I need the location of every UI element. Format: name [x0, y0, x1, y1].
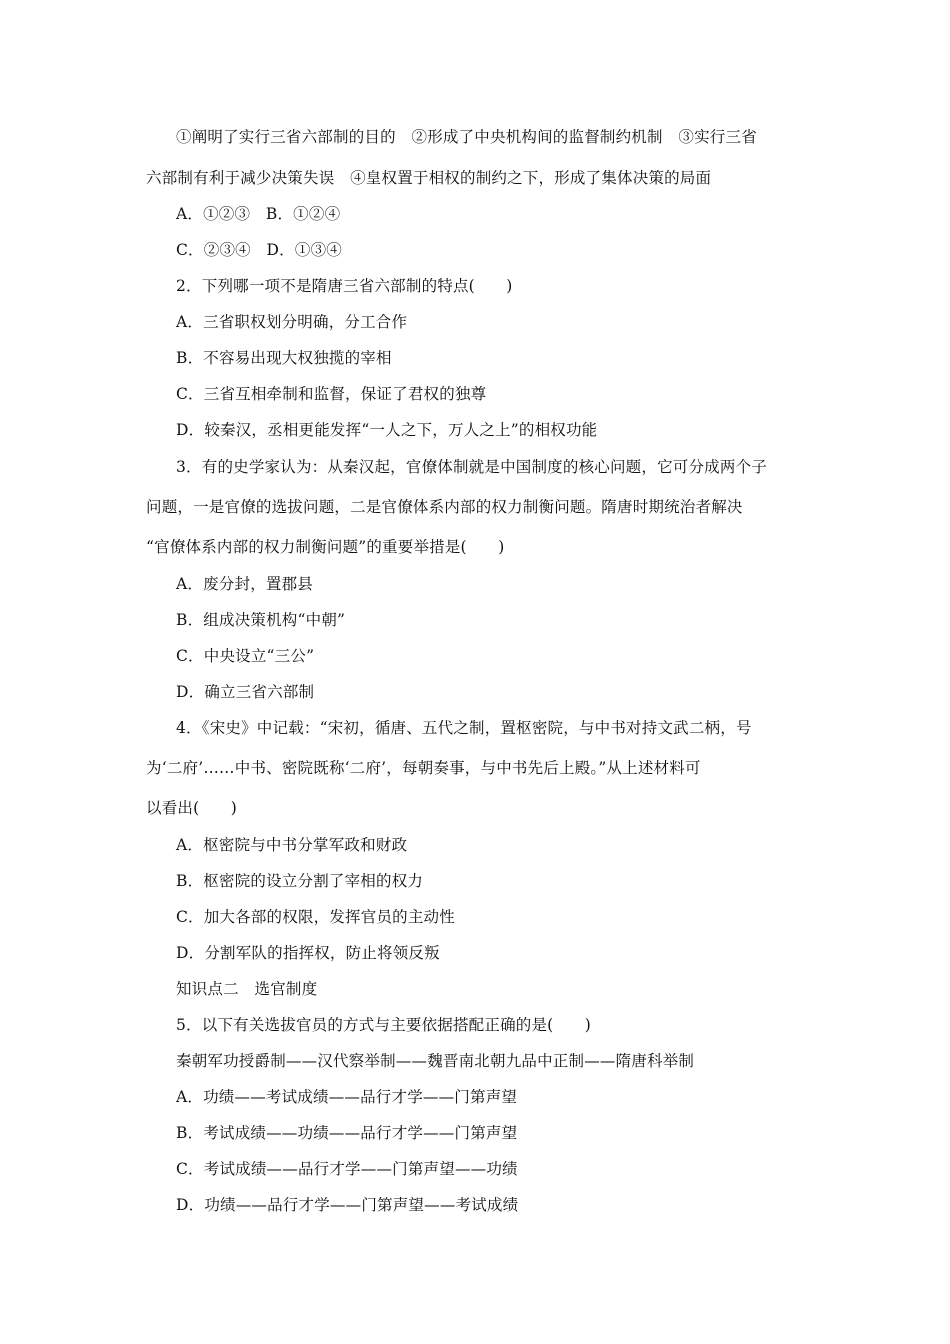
- q5-systems: 秦朝军功授爵制——汉代察举制——魏晋南北朝九品中正制——隋唐科举制: [176, 1052, 695, 1070]
- q1-statements-line-2: 六部制有利于减少决策失误 ④皇权置于相权的制约之下，形成了集体决策的局面: [146, 169, 712, 187]
- q4-stem-line-1: 4．《宋史》中记载：“宋初，循唐、五代之制，置枢密院，与中书对持文武二柄，号: [176, 719, 752, 737]
- q2-option-c: C．三省互相牵制和监督，保证了君权的独尊: [176, 385, 487, 403]
- q2-stem: 2．下列哪一项不是隋唐三省六部制的特点( ): [176, 277, 513, 295]
- q1-options-cd: C．②③④ D．①③④: [176, 241, 342, 259]
- q4-option-b: B．枢密院的设立分割了宰相的权力: [176, 872, 424, 890]
- q3-option-d: D．确立三省六部制: [176, 683, 315, 701]
- q4-option-a: A．枢密院与中书分掌军政和财政: [176, 836, 408, 854]
- q4-option-c: C．加大各部的权限，发挥官员的主动性: [176, 908, 455, 926]
- q5-stem: 5．以下有关选拔官员的方式与主要依据搭配正确的是( ): [176, 1016, 592, 1034]
- q4-stem-line-3: 以看出( ): [146, 799, 237, 817]
- q2-option-a: A．三省职权划分明确，分工合作: [176, 313, 408, 331]
- q4-stem-line-2: 为‘二府’……中书、密院既称‘二府’，每朝奏事，与中书先后上殿。”从上述材料可: [146, 759, 701, 777]
- q5-option-c: C．考试成绩——品行才学——门第声望——功绩: [176, 1160, 518, 1178]
- q1-options-ab: A．①②③ B．①②④: [176, 205, 341, 223]
- q3-option-c: C．中央设立“三公”: [176, 647, 315, 665]
- q3-stem-line-1: 3．有的史学家认为：从秦汉起，官僚体制就是中国制度的核心问题，它可分成两个子: [176, 458, 767, 476]
- q3-stem-line-2: 问题，一是官僚的选拔问题，二是官僚体系内部的权力制衡问题。隋唐时期统治者解决: [146, 498, 743, 516]
- q3-option-b: B．组成决策机构“中朝”: [176, 611, 346, 629]
- q3-stem-line-3: “官僚体系内部的权力制衡问题”的重要举措是( ): [146, 538, 505, 556]
- q5-option-a: A．功绩——考试成绩——品行才学——门第声望: [176, 1088, 518, 1106]
- q4-option-d: D．分割军队的指挥权，防止将领反叛: [176, 944, 440, 962]
- section-heading: 知识点二 选官制度: [176, 980, 318, 998]
- q1-statements-line-1: ①阐明了实行三省六部制的目的 ②形成了中央机构间的监督制约机制 ③实行三省: [176, 128, 757, 146]
- q2-option-b: B．不容易出现大权独揽的宰相: [176, 349, 392, 367]
- q3-option-a: A．废分封，置郡县: [176, 575, 313, 593]
- q2-option-d: D．较秦汉，丞相更能发挥“一人之下，万人之上”的相权功能: [176, 421, 598, 439]
- q5-option-b: B．考试成绩——功绩——品行才学——门第声望: [176, 1124, 518, 1142]
- q5-option-d: D．功绩——品行才学——门第声望——考试成绩: [176, 1196, 519, 1214]
